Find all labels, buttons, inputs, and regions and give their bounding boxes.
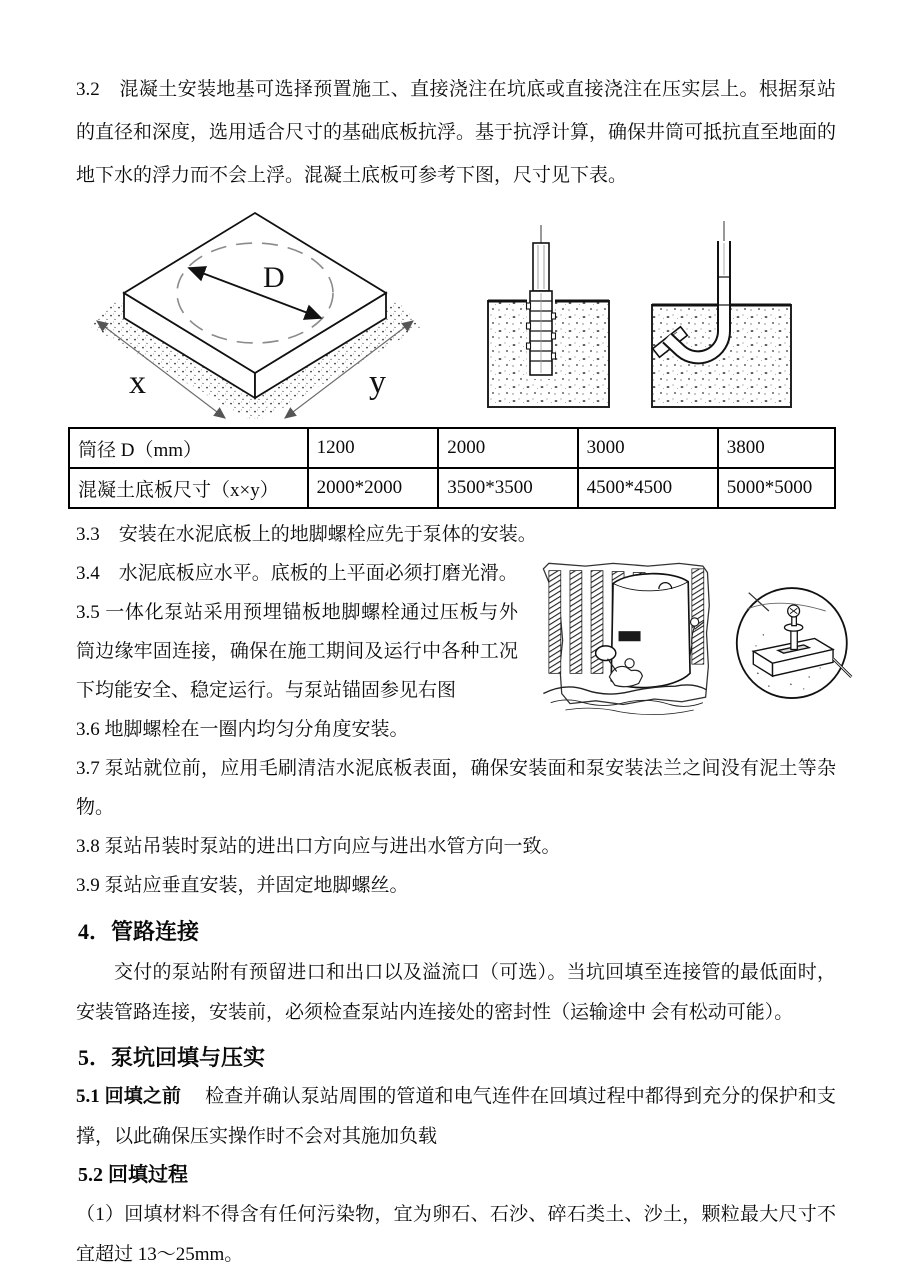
dimension-table (68, 427, 836, 509)
paragraph-3-4: 3.4 水泥底板应水平。底板的上平面必须打磨光滑。 (76, 563, 518, 584)
pump-anchoring-illustration-svg (526, 556, 866, 721)
foundation-figure-row (76, 201, 836, 419)
paragraph-3-7: 3.7 泵站就位前，应用毛刷清洁水泥底板表面，确保安装面和泵安装法兰之间没有泥土等杂物。 (76, 758, 836, 818)
section-4-paragraph: 交付的泵站附有预留进口和出口以及溢流口（可选）。当坑回填至连接管的最低面时，安装管路连接，安装前，必须检查泵站内连接处的密封性（运输途中 会有松动可能）。 (76, 962, 836, 1023)
table-row-diameter (69, 428, 835, 468)
foundation-slab-figure (85, 201, 425, 419)
table-cell: 3800 (718, 428, 835, 468)
paragraph-5-1 (76, 1077, 836, 1157)
pump-anchoring-illustration (526, 556, 866, 721)
table-row-slab-size (69, 468, 835, 508)
slab-dimension-label-y: y (369, 364, 386, 401)
heading-5-2: 5.2 回填过程 (78, 1164, 188, 1186)
paragraph-5-1-label: 5.1 回填之前 (76, 1086, 182, 1107)
paragraph-5-2-item-1: （1）回填材料不得含有任何污染物，宜为卵石、石沙、碎石类土、沙土，颗粒最大尺寸不宜超过 13～25mm。 (76, 1204, 836, 1265)
paragraph-3-6: 3.6 地脚螺栓在一圈内均匀分角度安装。 (76, 719, 409, 740)
table-cell: 3500*3500 (438, 468, 577, 508)
paragraph-3-8: 3.8 泵站吊装时泵站的进出口方向应与进出水管方向一致。 (76, 836, 561, 857)
slab-dimension-label-x: x (129, 364, 146, 401)
paragraph-3-2: 3.2 混凝土安装地基可选择预置施工、直接浇注在坑底或直接浇注在压实层上。根据泵站的直径和深度，选用适合尺寸的基础底板抗浮。基于抗浮计算，确保井筒可抵抗直至地面的地下水的浮力而不会上浮。混凝土底板可参考下图，尺寸见下表。 (76, 79, 837, 186)
slab-dimension-label-d: D (263, 261, 285, 294)
straight-anchor-bolt-drawing (488, 225, 609, 407)
pit-drawing (543, 563, 709, 714)
paragraph-3-9: 3.9 泵站应垂直安装，并固定地脚螺丝。 (76, 875, 409, 896)
table-cell: 混凝土底板尺寸（x×y） (69, 468, 308, 508)
table-cell: 1200 (308, 428, 439, 468)
j-hook-anchor-bolt-drawing (652, 221, 791, 407)
paragraph-3-5: 3.5 一体化泵站采用预埋锚板地脚螺栓通过压板与外筒边缘牢固连接，确保在施工期间及运行中各种工况下均能安全、稳定运行。与泵站锚固参见右图 (76, 602, 518, 701)
anchor-bolts-figure (469, 215, 809, 411)
table-cell: 4500*4500 (578, 468, 718, 508)
paragraph-3-3: 3.3 安装在水泥底板上的地脚螺栓应先于泵体的安装。 (76, 524, 537, 545)
section-5-heading: 5．泵坑回填与压实 (78, 1045, 266, 1070)
table-cell: 筒径 D（mm） (69, 428, 308, 468)
anchor-detail-circle (737, 588, 852, 698)
table-cell: 5000*5000 (718, 468, 835, 508)
table-cell: 2000*2000 (308, 468, 439, 508)
table-cell: 2000 (438, 428, 577, 468)
table-cell: 3000 (578, 428, 718, 468)
section-4-heading: 4．管路连接 (78, 919, 200, 944)
paragraph-5-1-text: 检查并确认泵站周围的管道和电气连件在回填过程中都得到充分的保护和支撑，以此确保压实操作时不会对其施加负载 (76, 1086, 836, 1147)
